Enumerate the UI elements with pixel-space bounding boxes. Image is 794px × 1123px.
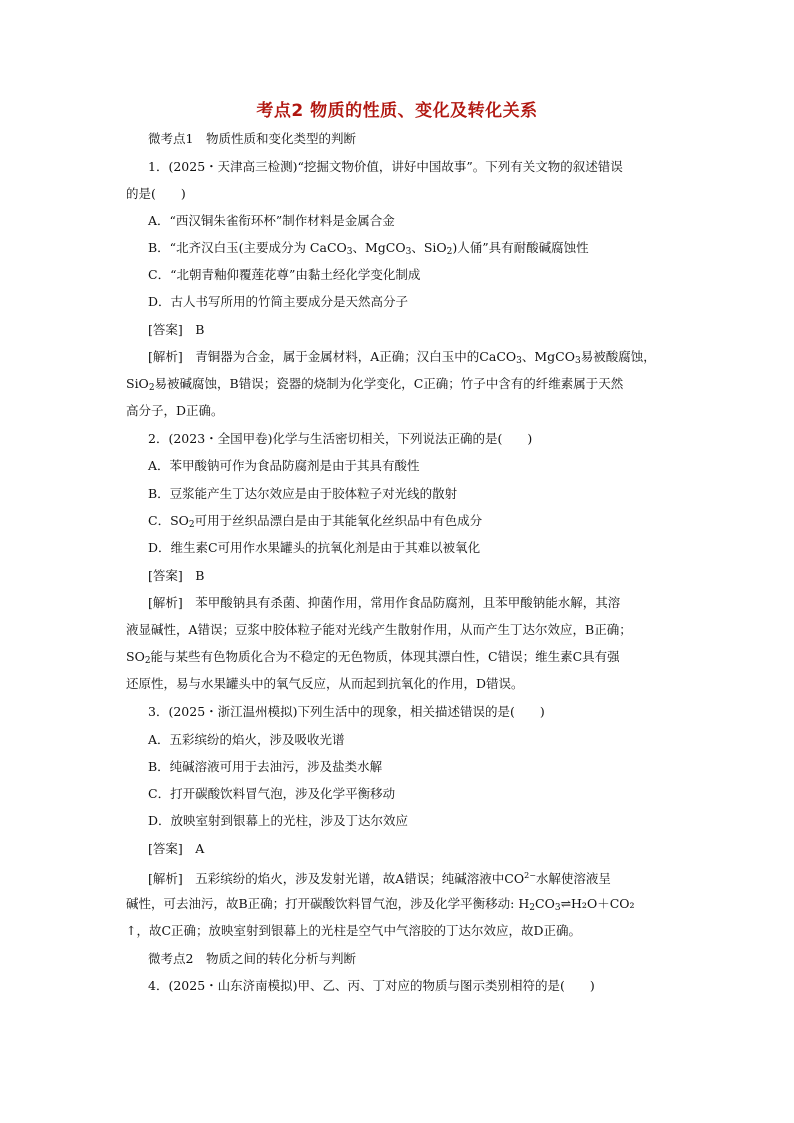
q3-option-d: D．放映室射到银幕上的光柱，涉及丁达尔效应 [148, 813, 409, 828]
q3-analysis-line1: [解析] 五彩缤纷的焰火，涉及发射光谱，故A错误；纯碱溶液中$CO^{2-}$水解使溶液呈 [148, 871, 611, 886]
q2-analysis-line3: $SO_2$能与某些有色物质化合为不稳定的无色物质，体现其漂白性，C错误；维生素C具有强 [126, 649, 620, 666]
q3-answer [148, 840, 204, 858]
q1-option-d: D．古人书写所用的竹简主要成分是天然高分子 [148, 294, 409, 309]
page-title: 考点2 物质的性质、变化及转化关系 [256, 101, 538, 121]
q2-option-c: C．$SO_2$可用于丝织品漂白是由于其能氧化丝织品中有色成分 [148, 513, 483, 530]
q1-option-c: C．“北朝青釉仰覆莲花尊”由黏土经化学变化制成 [148, 267, 421, 282]
analysis-label: [解析] [148, 349, 183, 364]
q1-stem-line2: 的是( ) [126, 186, 186, 201]
answer-label: [答案] [148, 841, 183, 856]
q3-analysis-line2: 碱性，可去油污，故B正确；打开碳酸饮料冒气泡，涉及化学平衡移动: $H_2CO_3\rightleftharpoons H_2O+CO_2$ [126, 896, 635, 913]
analysis-label: [解析] [148, 871, 183, 886]
answer-value: A [195, 841, 205, 856]
q3-option-c: C．打开碳酸饮料冒气泡，涉及化学平衡移动 [148, 786, 396, 801]
q1-stem-line1: 1．(2025・天津高三检测)“挖掘文物价值，讲好中国故事”。下列有关文物的叙述错误 [148, 159, 623, 174]
q3-option-a: A．五彩缤纷的焰火，涉及吸收光谱 [148, 732, 345, 747]
q2-analysis-line4: 还原性，易与水果罐头中的氧气反应，从而起到抗氧化的作用，D错误。 [126, 676, 524, 691]
q4-stem: 4．(2025・山东济南模拟)甲、乙、丙、丁对应的物质与图示类别相符的是( ) [148, 978, 595, 993]
q3-option-b: B．纯碱溶液可用于去油污，涉及盐类水解 [148, 759, 383, 774]
answer-label: [答案] [148, 568, 183, 583]
answer-value: B [195, 322, 205, 337]
q1-analysis-line1: [解析] 青铜器为合金，属于金属材料，A正确；汉白玉中的CaCO$_3$、MgCO$_3$易被酸腐蚀， [148, 349, 656, 366]
q1-answer [148, 321, 204, 339]
q3-analysis-line3: ↑，故C正确；放映室射到银幕上的光柱是空气中气溶胶的丁达尔效应，故D正确。 [126, 923, 582, 938]
section-heading-1: 微考点1 物质性质和变化类型的判断 [148, 131, 356, 146]
answer-value: B [195, 568, 205, 583]
q1-option-b: B．“北齐汉白玉(主要成分为 CaCO$_3$、MgCO$_3$、SiO$_2$)人俑”具有耐酸碱腐蚀性 [148, 240, 589, 257]
q2-answer [148, 567, 204, 585]
q1-analysis-line3: 高分子，D正确。 [126, 403, 224, 418]
section-heading-2: 微考点2 物质之间的转化分析与判断 [148, 951, 356, 966]
q2-option-d: D．维生素C可用作水果罐头的抗氧化剂是由于其难以被氧化 [148, 540, 481, 555]
q1-analysis-line2: SiO$_2$易被碱腐蚀，B错误；瓷器的烧制为化学变化，C正确；竹子中含有的纤维素属于天然 [126, 376, 624, 393]
q2-option-b: B．豆浆能产生丁达尔效应是由于胶体粒子对光线的散射 [148, 486, 458, 501]
q3-stem: 3．(2025・浙江温州模拟)下列生活中的现象，相关描述错误的是( ) [148, 704, 545, 719]
q2-analysis-line2: 液显碱性，A错误；豆浆中胶体粒子能对光线产生散射作用，从而产生丁达尔效应，B正确； [126, 622, 632, 637]
q2-option-a: A．苯甲酸钠可作为食品防腐剂是由于其具有酸性 [148, 458, 420, 473]
q2-analysis-line1: [解析] 苯甲酸钠具有杀菌、抑菌作用，常用作食品防腐剂，且苯甲酸钠能水解，其溶 [148, 595, 621, 610]
q1-option-a: A．“西汉铜朱雀衔环杯”制作材料是金属合金 [148, 213, 395, 228]
answer-label: [答案] [148, 322, 183, 337]
analysis-label: [解析] [148, 595, 183, 610]
q2-stem: 2．(2023・全国甲卷)化学与生活密切相关，下列说法正确的是( ) [148, 431, 533, 446]
